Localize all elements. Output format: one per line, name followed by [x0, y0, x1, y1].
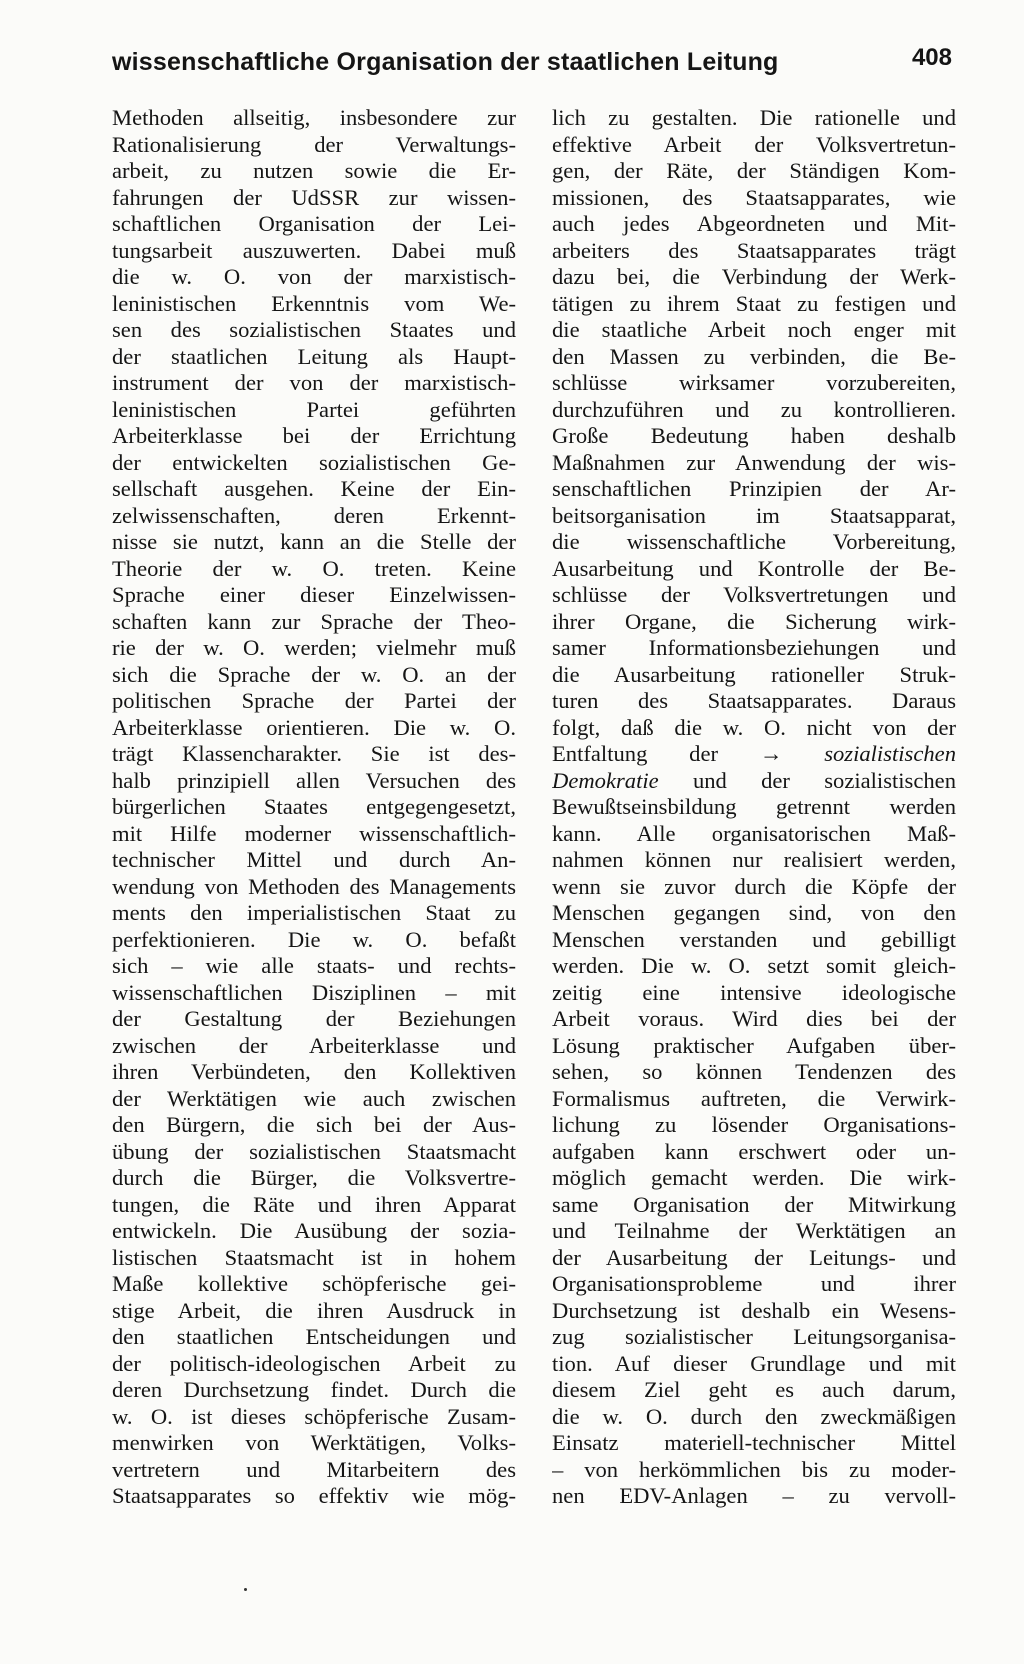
text-line: auch jedes Abgeordneten und Mit-: [552, 211, 956, 236]
text-line: menwirken von Werktätigen, Volks-: [112, 1430, 516, 1455]
text-line: mit Hilfe moderner wissenschaftlich-: [112, 820, 516, 846]
text-line: gen, der Räte, der Ständigen Kom-: [552, 158, 956, 183]
text-line: schlüsse der Volksvertretungen und: [552, 582, 956, 607]
text-line: durchzuführen und zu kontrollieren.: [552, 396, 956, 422]
text-line: tion. Auf dieser Grundlage und mit: [552, 1350, 956, 1376]
text-line: nen EDV-Anlagen – zu vervoll-: [552, 1483, 956, 1508]
running-title: wissenschaftliche Organisation der staatlichen Leitung: [112, 48, 779, 76]
text-line: möglich gemacht werden. Die wirk-: [552, 1165, 956, 1190]
text-line: sich die Sprache der w. O. an der: [112, 661, 516, 687]
text-line: Organisationsprobleme und ihrer: [552, 1271, 956, 1296]
cross-reference-arrow-icon: →: [759, 741, 783, 766]
text-line: lich zu gestalten. Die rationelle und: [552, 105, 956, 130]
text-line: Arbeit voraus. Wird dies bei der: [552, 1006, 956, 1031]
text-line: rie der w. O. werden; vielmehr muß: [112, 635, 516, 660]
text-line: Durchsetzung ist deshalb ein Wesens-: [552, 1297, 956, 1323]
text-line: sehen, so können Tendenzen des: [552, 1059, 956, 1084]
text-line: listischen Staatsmacht ist in hohem: [112, 1244, 516, 1270]
text-line: [552, 741, 956, 768]
text-line: wendung von Methoden des Managements: [112, 873, 516, 899]
text-line: wenn sie zuvor durch die Köpfe der: [552, 873, 956, 899]
text-line: Maße kollektive schöpferische gei-: [112, 1271, 516, 1296]
text-line: Sprache einer dieser Einzelwissen-: [112, 582, 516, 607]
text-line: Arbeiterklasse orientieren. Die w. O.: [112, 714, 516, 740]
text-line: der Gestaltung der Beziehungen: [112, 1006, 516, 1031]
cross-reference-link[interactable]: Demokratie: [552, 767, 659, 793]
text-line: arbeit, zu nutzen sowie die Er-: [112, 158, 516, 183]
text-line: Arbeiterklasse bei der Errichtung: [112, 423, 516, 448]
text-line: werden. Die w. O. setzt somit gleich-: [552, 953, 956, 978]
cross-reference-link[interactable]: sozialistischen: [824, 741, 956, 766]
text-line: lichung zu lösender Organisations-: [552, 1112, 956, 1137]
text-line: Einsatz materiell-technischer Mittel: [552, 1430, 956, 1455]
text-line: fahrungen der UdSSR zur wissen-: [112, 184, 516, 210]
text-line: Rationalisierung der Verwaltungs-: [112, 131, 516, 157]
text-line: die Ausarbeitung rationeller Struk-: [552, 661, 956, 687]
text-line: schaftlichen Organisation der Lei-: [112, 211, 516, 236]
text-line: Methoden allseitig, insbesondere zur: [112, 105, 516, 130]
text-line: aufgaben kann erschwert oder un-: [552, 1138, 956, 1164]
text-line: sich – wie alle staats- und rechts-: [112, 953, 516, 978]
text-line: same Organisation der Mitwirkung: [552, 1191, 956, 1217]
text-line: missionen, des Staatsapparates, wie: [552, 184, 956, 210]
text-line: perfektionieren. Die w. O. befaßt: [112, 926, 516, 952]
left-text-column: [112, 105, 516, 1510]
print-speck: [244, 1588, 247, 1591]
text-line: tungsarbeit auszuwerten. Dabei muß: [112, 237, 516, 263]
text-line: instrument der von der marxistisch-: [112, 370, 516, 395]
text-line: der Ausarbeitung der Leitungs- und: [552, 1244, 956, 1270]
text-line: zelwissenschaften, deren Erkennt-: [112, 502, 516, 528]
text-line: Bewußtseinsbildung getrennt werden: [552, 794, 956, 819]
text-line: senschaftlichen Prinzipien der Ar-: [552, 476, 956, 501]
text-fragment: und der sozialistischen: [658, 767, 956, 793]
text-line: Ausarbeitung und Kontrolle der Be-: [552, 555, 956, 581]
text-line: die w. O. von der marxistisch-: [112, 264, 516, 289]
text-line: stige Arbeit, die ihren Ausdruck in: [112, 1297, 516, 1323]
text-line: Staatsapparates so effektiv wie mög-: [112, 1483, 516, 1508]
right-text-column: [552, 105, 956, 1510]
text-line: folgt, daß die w. O. nicht von der: [552, 714, 956, 740]
text-line: Lösung praktischer Aufgaben über-: [552, 1032, 956, 1058]
text-line: leninistischen Partei geführten: [112, 396, 516, 422]
text-line: beitsorganisation im Staatsapparat,: [552, 502, 956, 528]
text-line: samer Informationsbeziehungen und: [552, 635, 956, 660]
text-line: sellschaft ausgehen. Keine der Ein-: [112, 476, 516, 501]
text-line: Maßnahmen zur Anwendung der wis-: [552, 449, 956, 475]
text-line: tätigen zu ihrem Staat zu festigen und: [552, 290, 956, 316]
text-line: Menschen verstanden und gebilligt: [552, 926, 956, 952]
text-line: den Massen zu verbinden, die Be-: [552, 343, 956, 369]
text-line: turen des Staatsapparates. Daraus: [552, 688, 956, 713]
text-line: entwickeln. Die Ausübung der sozia-: [112, 1218, 516, 1243]
text-line: ihrer Organe, die Sicherung wirk-: [552, 608, 956, 634]
text-line: leninistischen Erkenntnis vom We-: [112, 290, 516, 316]
page-number: 408: [911, 44, 952, 71]
text-line: dazu bei, die Verbindung der Werk-: [552, 264, 956, 289]
text-line: ihren Verbündeten, den Kollektiven: [112, 1059, 516, 1084]
text-line: ments den imperialistischen Staat zu: [112, 900, 516, 925]
text-line: zeitig eine intensive ideologische: [552, 979, 956, 1005]
text-line: der Werktätigen wie auch zwischen: [112, 1085, 516, 1111]
text-line: zug sozialistischer Leitungsorganisa-: [552, 1324, 956, 1349]
text-line: schlüsse wirksamer vorzubereiten,: [552, 370, 956, 395]
text-line: – von herkömmlichen bis zu moder-: [552, 1456, 956, 1482]
page-header: [112, 44, 952, 88]
text-line: technischer Mittel und durch An-: [112, 847, 516, 872]
text-line: bürgerlichen Staates entgegengesetzt,: [112, 794, 516, 819]
text-line: vertretern und Mitarbeitern des: [112, 1456, 516, 1482]
text-line: durch die Bürger, die Volksvertre-: [112, 1165, 516, 1190]
text-line: den Bürgern, die sich bei der Aus-: [112, 1112, 516, 1137]
text-line: [552, 768, 956, 795]
text-line: übung der sozialistischen Staatsmacht: [112, 1138, 516, 1164]
text-line: und Teilnahme der Werktätigen an: [552, 1218, 956, 1243]
text-line: die wissenschaftliche Vorbereitung,: [552, 529, 956, 554]
text-line: die w. O. durch den zweckmäßigen: [552, 1403, 956, 1429]
text-line: kann. Alle organisatorischen Maß-: [552, 820, 956, 846]
text-line: zwischen der Arbeiterklasse und: [112, 1032, 516, 1058]
text-line: diesem Ziel geht es auch darum,: [552, 1377, 956, 1402]
text-line: Theorie der w. O. treten. Keine: [112, 555, 516, 581]
text-line: der entwickelten sozialistischen Ge-: [112, 449, 516, 475]
text-line: den staatlichen Entscheidungen und: [112, 1324, 516, 1349]
text-line: trägt Klassencharakter. Sie ist des-: [112, 741, 516, 766]
text-line: deren Durchsetzung findet. Durch die: [112, 1377, 516, 1402]
text-line: Große Bedeutung haben deshalb: [552, 423, 956, 448]
text-line: nahmen können nur realisiert werden,: [552, 847, 956, 872]
text-line: Formalismus auftreten, die Verwirk-: [552, 1085, 956, 1111]
text-line: schaften kann zur Sprache der Theo-: [112, 608, 516, 634]
text-line: arbeiters des Staatsapparates trägt: [552, 237, 956, 263]
text-line: Menschen gegangen sind, von den: [552, 900, 956, 925]
text-line: tungen, die Räte und ihren Apparat: [112, 1191, 516, 1217]
text-line: effektive Arbeit der Volksvertretun-: [552, 131, 956, 157]
text-line: die staatliche Arbeit noch enger mit: [552, 317, 956, 342]
text-fragment: Entfaltung der: [552, 741, 719, 766]
text-line: der politisch-ideologischen Arbeit zu: [112, 1350, 516, 1376]
text-line: nisse sie nutzt, kann an die Stelle der: [112, 529, 516, 554]
text-line: wissenschaftlichen Disziplinen – mit: [112, 979, 516, 1005]
text-line: w. O. ist dieses schöpferische Zusam-: [112, 1403, 516, 1429]
text-line: sen des sozialistischen Staates und: [112, 317, 516, 342]
text-line: der staatlichen Leitung als Haupt-: [112, 343, 516, 369]
text-line: politischen Sprache der Partei der: [112, 688, 516, 713]
text-line: halb prinzipiell allen Versuchen des: [112, 767, 516, 793]
